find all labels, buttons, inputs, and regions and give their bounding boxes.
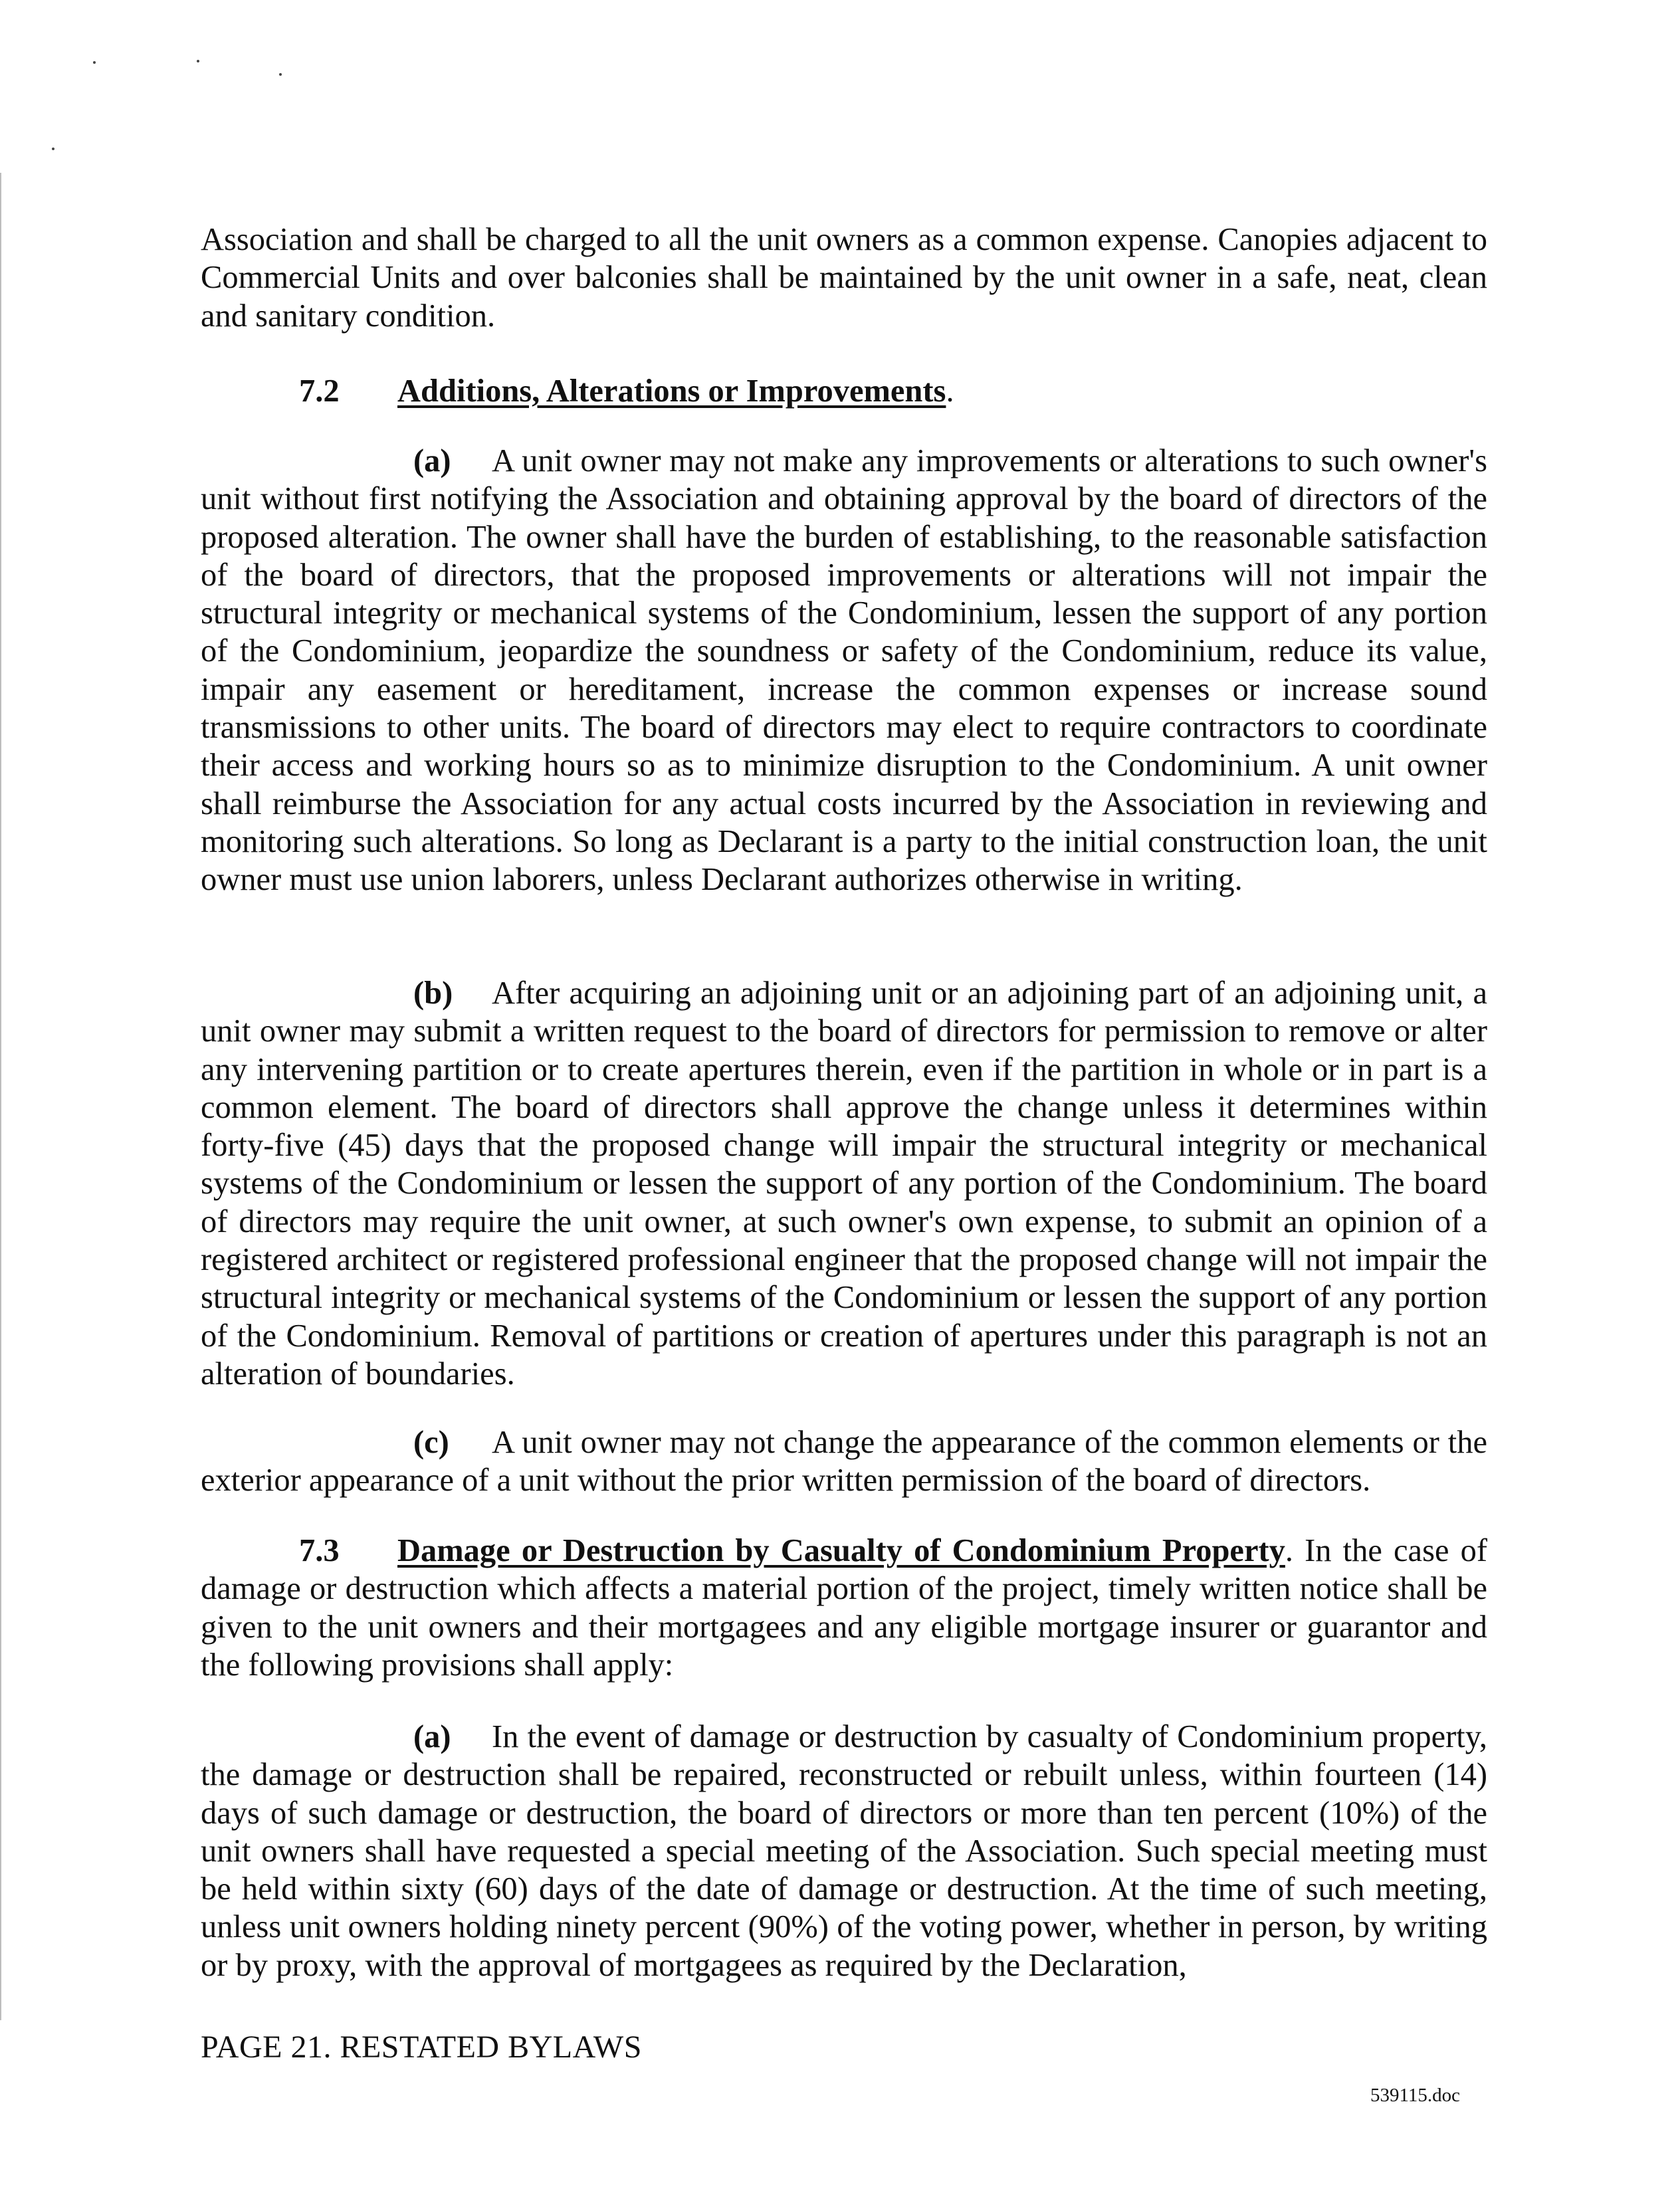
subsection-text: After acquiring an adjoining unit or an adjoining part of an adjoining unit, a unit owner may submit a written request to the board of directors for permission to remove or alter any intervening partition or to create apertures therein, even if the partition in whole or in part is a common element. The board of directors shall approve the change unless it determines within forty-five (45) days that the proposed change will impair the structural integrity or mechanical systems of the Condominium or lessen the support of any portion of the Condominium. The board of directors may require the unit owner, at such owner's own expense, to submit an opinion of a registered architect or registered professional engineer that the proposed change will not impair the structural integrity or mechanical systems of the Condominium or lessen the support of any portion of the Condominium. Removal of partitions or creation of apertures under this paragraph is not an alteration of boundaries. <box>201 976 1487 1392</box>
section-7-3-paragraph <box>201 1532 1487 1684</box>
section-title: Additions, Alterations or Improvements <box>397 373 946 409</box>
subsection-text: A unit owner may not make any improvements or alterations to such owner's unit without first notifying the Association and obtaining approval by the board of directors of the proposed alteration. The owner shall have the burden of establishing, to the reasonable satisfaction of the board of directors, that the proposed improvements or alterations will not impair the structural integrity or mechanical systems of the Condominium, lessen the support of any portion of the Condominium, jeopardize the soundness or safety of the Condominium, reduce its value, impair any easement or hereditament, increase the common expenses or increase sound transmissions to other units. The board of directors may elect to require contractors to coordinate their access and working hours so as to minimize disruption to the Condominium. A unit owner shall reimburse the Association for any actual costs incurred by the Association in reviewing and monitoring such alterations. So long as Declarant is a party to the initial construction loan, the unit owner must use union laborers, unless Declarant authorizes otherwise in writing. <box>201 443 1487 898</box>
footer-page-label: PAGE 21. RESTATED BYLAWS <box>201 2029 642 2065</box>
subsection-label: (b) <box>413 976 453 1011</box>
section-title-end: . <box>946 373 954 409</box>
section-7-2-heading <box>299 372 954 410</box>
section-number: 7.2 <box>299 373 340 409</box>
footer-doc-id: 539115.doc <box>1370 2085 1461 2106</box>
subsection-label: (c) <box>413 1425 449 1460</box>
subsection-text: In the event of damage or destruction by casualty of Condominium property, the damage or destruction shall be repaired, reconstructed or rebuilt unless, within fourteen (14) days of such damage or destruction, the board of directors or more than ten percent (10%) of the unit owners shall have requested a special meeting of the Association. Such special meeting must be held within sixty (60) days of the date of damage or destruction. At the time of such meeting, unless unit owners holding ninety percent (90%) of the voting power, whether in person, by writing or by proxy, with the approval of mortgagees as required by the Declaration, <box>201 1719 1487 1983</box>
subsection-label: (a) <box>413 1719 451 1754</box>
scan-speck <box>52 148 54 150</box>
scan-edge-line <box>0 173 1 2020</box>
section-text: . In the case of damage or destruction which affects a material portion of the project, timely written notice shall be given to the unit owners and their mortgagees and any eligible mortgage insurer or guarantor and the following provisions shall apply: <box>201 1533 1487 1683</box>
scan-speck <box>197 60 199 62</box>
section-7-2-b-paragraph <box>201 974 1487 1393</box>
section-7-2-a-paragraph <box>201 442 1487 899</box>
scan-speck <box>93 61 96 64</box>
section-7-2-c-paragraph <box>201 1423 1487 1500</box>
subsection-text: A unit owner may not change the appearance of the common elements or the exterior appearance of a unit without the prior written permission of the board of directors. <box>201 1425 1487 1499</box>
scan-speck <box>279 73 282 76</box>
section-7-3-a-paragraph <box>201 1718 1487 1984</box>
intro-paragraph: Association and shall be charged to all the unit owners as a common expense. Canopies adjacent to Commercial Units and over balconies shall be maintained by the unit owner in a safe, neat, clean and sanitary condition. <box>201 222 1487 334</box>
section-title: Damage or Destruction by Casualty of Condominium Property <box>397 1533 1285 1568</box>
subsection-label: (a) <box>413 443 451 478</box>
section-number: 7.3 <box>299 1533 340 1568</box>
